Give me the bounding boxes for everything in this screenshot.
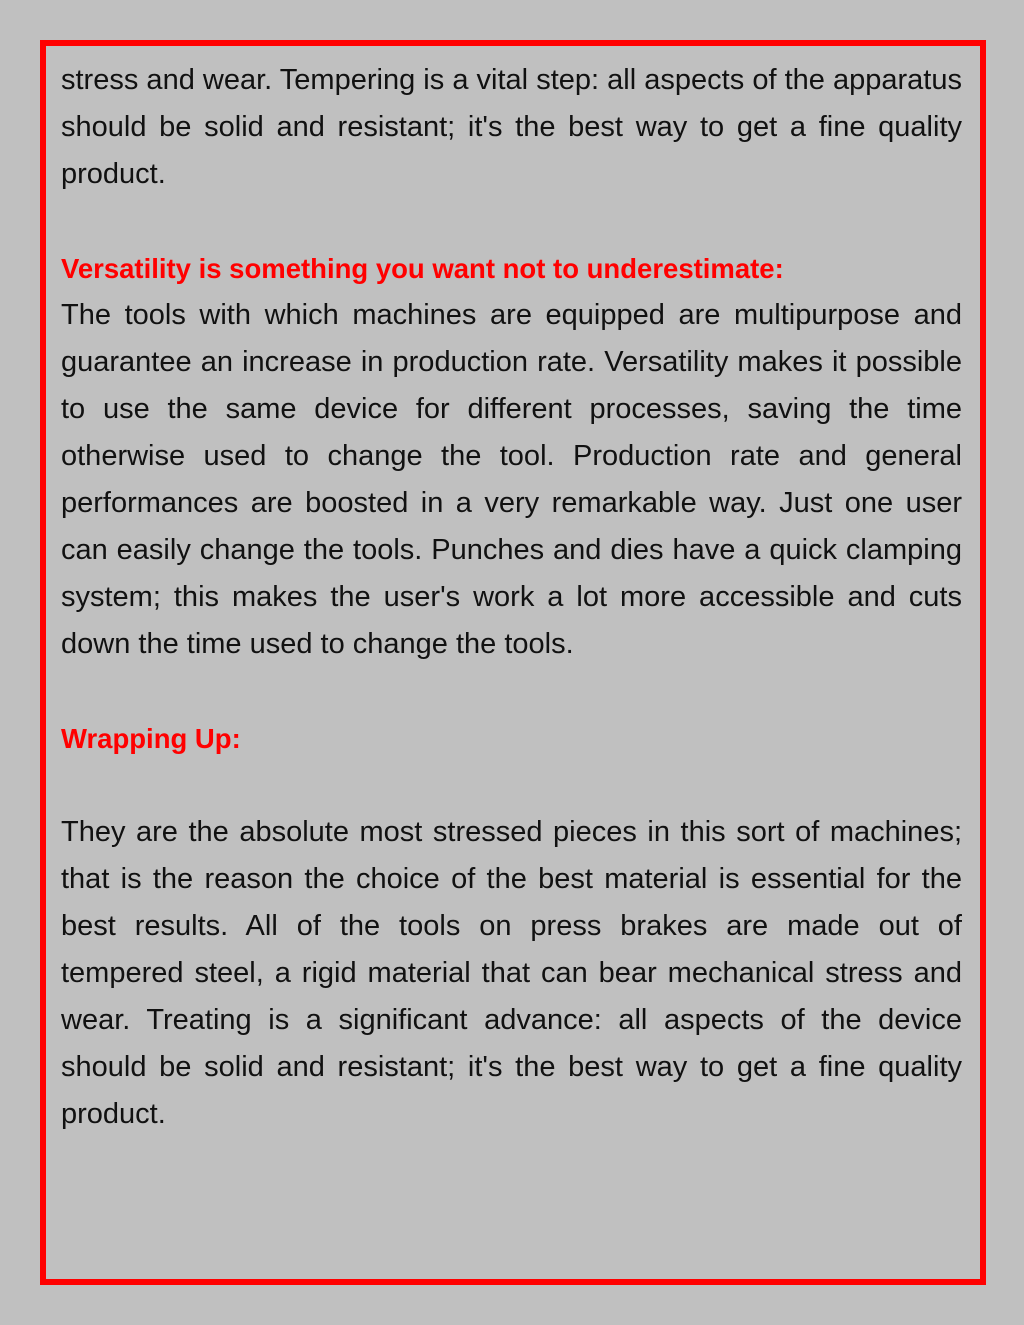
- section-heading-wrapping-up: Wrapping Up:: [61, 723, 241, 754]
- document-content: [61, 57, 962, 1138]
- section-body-wrapping-up: They are the absolute most stressed pieces in this sort of machines; that is the reason the choice of the best material is essential for the best results. All of the tools on press brakes are made out of tempered steel, a rigid material that can bear mechanical stress and wear. Treating is a significant advance: all aspects of the device should be solid and resistant; it's the best way to get a fine quality product.: [61, 816, 962, 1130]
- paragraph-spacer: [61, 198, 962, 245]
- paragraph-spacer: [61, 668, 962, 715]
- section-body-versatility: The tools with which machines are equipped are multipurpose and guarantee an increase in production rate. Versatility makes it possible to use the same device for different processes, saving the time otherwise used to change the tool. Production rate and general performances are boosted in a very remarkable way. Just one user can easily change the tools. Punches and dies have a quick clamping system; this makes the user's work a lot more accessible and cuts down the time used to change the tools.: [61, 299, 962, 660]
- section-heading-versatility: Versatility is something you want not to underestimate:: [61, 253, 784, 284]
- intro-paragraph: stress and wear. Tempering is a vital step: all aspects of the apparatus should be solid and resistant; it's the best way to get a fine quality product.: [61, 64, 962, 190]
- paragraph-spacer: [61, 762, 962, 809]
